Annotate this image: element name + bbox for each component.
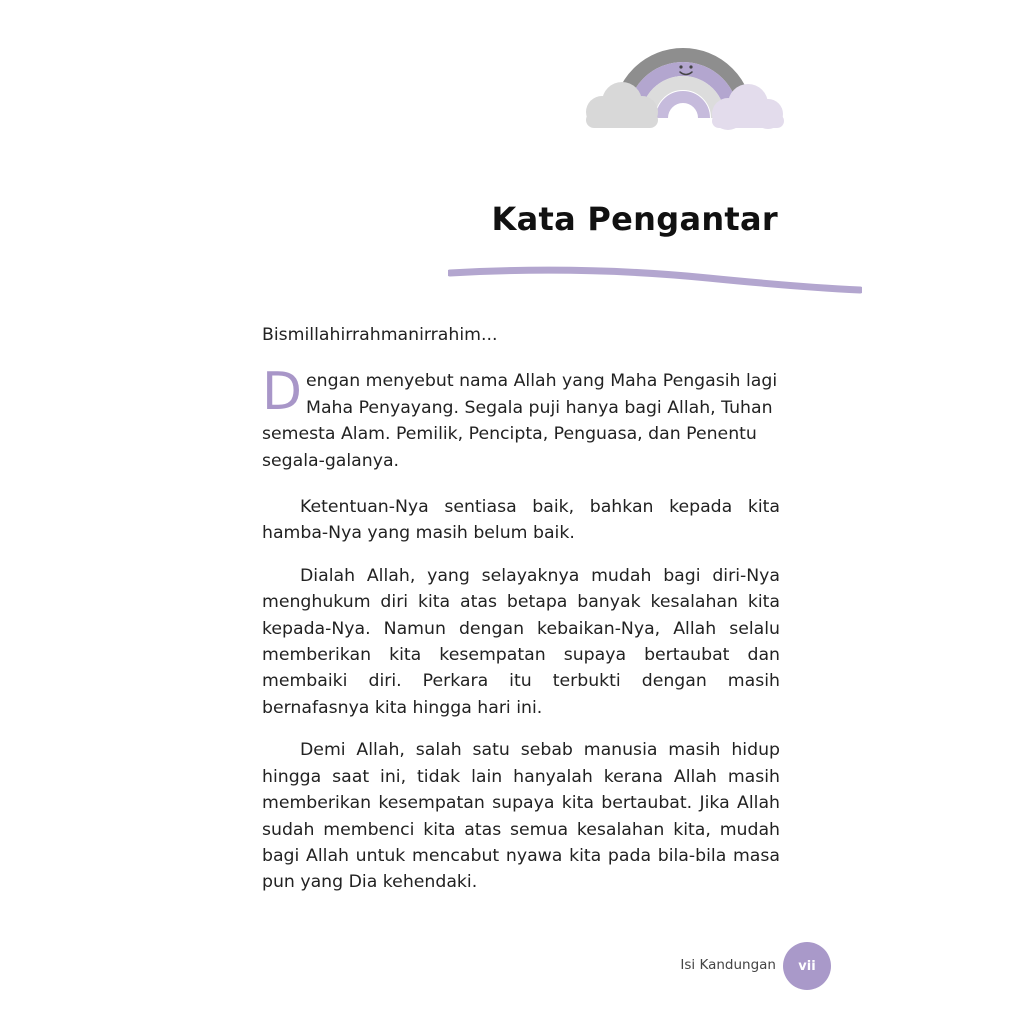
page-title: Kata Pengantar xyxy=(491,200,778,238)
brush-stroke-divider xyxy=(448,262,862,302)
smiling-rainbow-icon xyxy=(580,40,786,136)
paragraph-4: Demi Allah, salah satu sebab manusia masih hidup hingga saat ini, tidak lain hanyalah kerana Allah masih memberikan kesempatan supaya kita bertaubat. Jika Allah sudah membenci kita atas semua kesalahan kita, mudah bagi Allah untuk mencabut nyawa kita pada bila-bila masa pun yang Dia kehendaki. xyxy=(262,740,780,893)
footer-table-of-contents-link[interactable]: Isi Kandungan xyxy=(680,957,776,973)
paragraph-1-text: engan menyebut nama Allah yang Maha Pengasih lagi Maha Penyayang. Segala puji hanya bagi Allah, Tuhan semesta Alam. Pemilik, Pencipta, Penguasa, dan Penentu segala-galanya. xyxy=(262,371,778,471)
opening-line: Bismillahirrahmanirrahim... xyxy=(262,325,498,345)
paragraph-2: Ketentuan-Nya sentiasa baik, bahkan kepada kita hamba-Nya yang masih belum baik. xyxy=(262,497,780,544)
drop-cap: D xyxy=(262,362,303,423)
paragraph-3: Dialah Allah, yang selayaknya mudah bagi diri-Nya menghukum diri kita atas betapa banyak kesalahan kita kepada-Nya. Namun dengan kebaikan-Nya, Allah selalu memberikan kita kesempatan supaya bertaubat dan membaiki diri. Perkara itu terbukti dengan masih bernafasnya kita hingga hari ini. xyxy=(262,565,780,718)
paragraph-1 xyxy=(262,362,780,474)
body-text xyxy=(262,322,780,912)
page-number-badge: vii xyxy=(783,942,831,990)
